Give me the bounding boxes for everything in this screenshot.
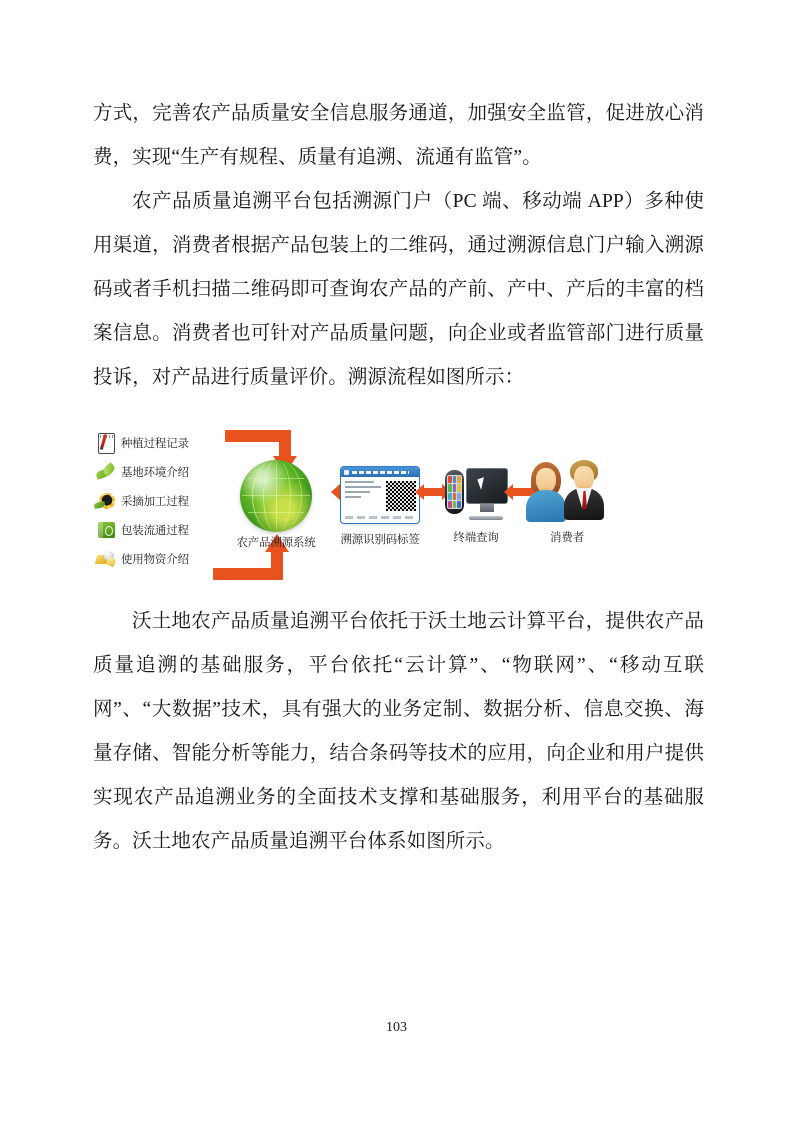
source-item-label: 种植过程记录 [121,435,189,450]
source-item-label: 基地环境介绍 [121,464,189,479]
paragraph-1: 方式，完善农产品质量安全信息服务通道，加强安全监管，促进放心消费，实现“生产有规程、质量有追溯、流通有监管”。 [93,103,704,168]
source-item-list [95,428,223,573]
traceability-flow-figure [95,420,615,590]
page-content-lower [93,600,704,864]
terminal-query-node [433,464,519,545]
source-item [95,457,223,486]
qr-label-node [330,466,430,547]
source-item-label: 采摘加工过程 [121,493,189,508]
source-item-label: 包装流通过程 [121,522,189,537]
paragraph-3: 沃土地农产品质量追溯平台依托于沃土地云计算平台，提供农产品质量追溯的基础服务，平台依托“云计算”、“物联网”、“移动互联网”、“大数据”技术，具有强大的业务定制、数据分析、信息交换、海量存储、智能分析等能力，结合条码等技术的应用，向企业和用户提供实现农产品追溯业务的全面技术支撑和基础服务，利用平台的基础服务。沃土地农产品质量追溯平台体系如图所示。 [93,611,704,852]
source-item-label: 使用物资介绍 [121,551,189,566]
source-item [95,428,223,457]
consumer-node [519,460,615,545]
traceability-system-node [217,460,335,550]
green-leaves-icon [95,461,117,483]
green-globe-icon [240,460,312,532]
gold-supplies-icon [95,548,117,570]
terminal-query-caption: 终端查询 [453,530,499,544]
traceability-system-label: 农产品溯源系统 [236,535,316,549]
female-avatar [525,462,567,522]
qr-label-caption: 溯源识别码标签 [340,532,420,546]
qr-code-icon [386,481,416,511]
qr-label-card-icon [340,466,420,524]
notepad-pen-icon [95,432,117,454]
source-item [95,486,223,515]
consumer-caption: 消费者 [550,530,584,544]
consumer-avatars-icon [519,460,615,522]
page-number: 103 [386,1020,407,1035]
source-item [95,544,223,573]
male-avatar [563,460,605,520]
source-item [95,515,223,544]
paragraph-2: 农产品质量追溯平台包括溯源门户（PC 端、移动端 APP）多种使用渠道，消费者根据产品包装上的二维码，通过溯源信息门户输入溯源码或者手机扫描二维码即可查询农产品的产前、产中、产后的丰富的档案信息。消费者也可针对产品质量问题，向企业或者监管部门进行质量投诉，对产品进行质量评价。溯源流程如图所示： [93,191,704,388]
page-content [93,92,704,400]
package-box-icon [95,519,117,541]
sunflower-icon [95,490,117,512]
diagram-canvas [95,420,615,590]
smartphone-icon [445,470,464,514]
